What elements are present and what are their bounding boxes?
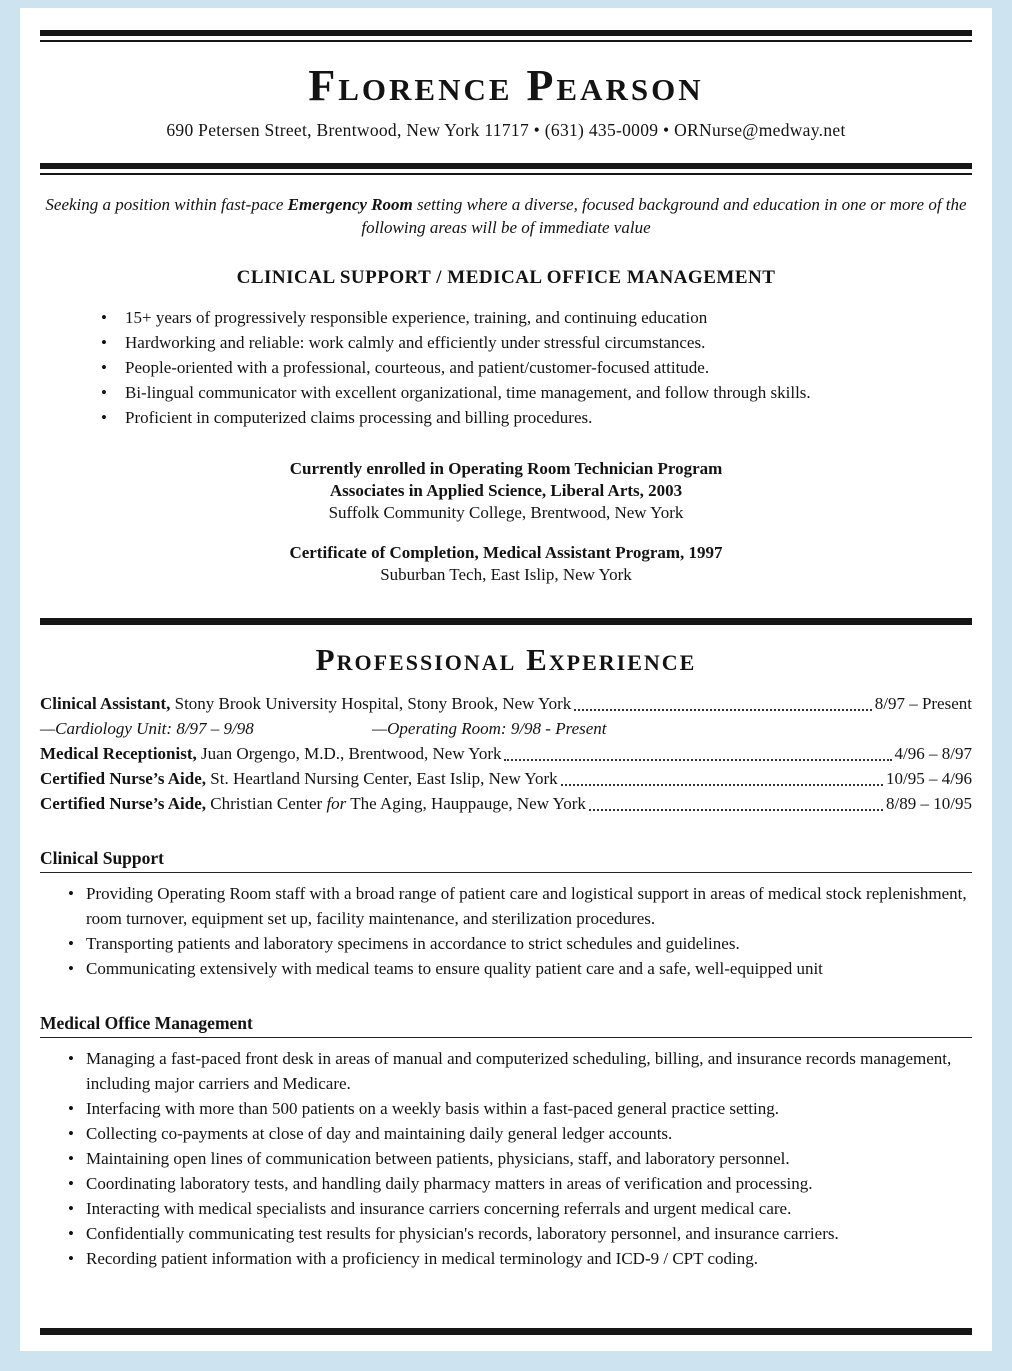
contact-line: 690 Petersen Street, Brentwood, New York 11717 • (631) 435-0009 • ORNurse@medway.net [166,120,846,140]
section-bullet: • Confidentially communicating test results for physician's records, laboratory personnel, and insurance carriers. [68,1221,972,1246]
dot-leader [574,709,871,711]
dot-leader [561,784,883,786]
job-org: Stony Brook University Hospital, Stony Brook, New York [170,694,572,713]
subunit-operating-room: —Operating Room: 9/98 - Present [372,719,607,738]
section-bullet: • Recording patient information with a proficiency in medical terminology and ICD-9 / CPT coding. [68,1246,972,1271]
resume-page [20,8,992,1351]
section-clinical-support [40,848,972,981]
section-divider-bar [40,618,972,625]
rule-thin [40,40,972,42]
objective-prefix: Seeking a position within fast-pace [45,195,288,214]
job-org: Christian Center [206,794,327,813]
job-title: Certified Nurse’s Aide, [40,794,207,813]
objective-statement [41,193,971,239]
experience-list [40,691,972,816]
education-block [40,458,972,586]
header-double-rule [40,163,972,175]
dot-leader [504,759,891,761]
summary-bullet: • People-oriented with a professional, courteous, and patient/customer-focused attitude. [95,355,972,380]
job-org: Juan Orgengo, M.D., Brentwood, New York [196,744,502,763]
experience-row [40,691,972,716]
summary-bullet: • 15+ years of progressively responsible experience, training, and continuing education [95,305,972,330]
bottom-rule-bar [40,1328,972,1335]
section-bullet: • Providing Operating Room staff with a broad range of patient care and logistical support in areas of medical stock replenishment, room turnover, equipment set up, facility maintenance, and sterilization procedures. [68,881,972,931]
job-dates: 8/97 – Present [874,694,972,713]
summary-bullet: • Bi-lingual communicator with excellent organizational, time management, and follow through skills. [95,380,972,405]
summary-bullet: • Proficient in computerized claims processing and billing procedures. [95,405,972,430]
summary-bullet-list [40,305,972,430]
medical-office-bullet-list [40,1046,972,1271]
job-dates: 10/95 – 4/96 [886,769,972,788]
education-certificate: Certificate of Completion, Medical Assistant Program, 1997 [289,543,723,562]
experience-row [40,791,972,816]
job-title: Certified Nurse’s Aide, [40,769,207,788]
rule-thick [40,30,972,36]
education-school: Suffolk Community College, Brentwood, New York [328,503,684,522]
job-title: Clinical Assistant, [40,694,171,713]
job-org: St. Heartland Nursing Center, East Islip, New York [206,769,558,788]
job-org: The Aging, Hauppauge, New York [346,794,586,813]
objective-emphasis: Emergency Room [287,195,413,214]
clinical-support-bullet-list [40,881,972,981]
subunit-cardiology: —Cardiology Unit: 8/97 – 9/98 [40,719,254,738]
education-degree: Associates in Applied Science, Liberal Arts, 2003 [329,481,683,500]
dot-leader [589,809,883,811]
section-bullet: • Collecting co-payments at close of day and maintaining daily general ledger accounts. [68,1121,972,1146]
section-bullet: • Communicating extensively with medical teams to ensure quality patient care and a safe, well-equipped unit [68,956,972,981]
section-heading-medical-office-management: Medical Office Management [40,1013,972,1038]
experience-row [40,766,972,791]
section-medical-office-management [40,1013,972,1271]
section-bullet: • Interfacing with more than 500 patients on a weekly basis within a fast-paced general practice setting. [68,1096,972,1121]
resume-name: Florence Pearson [308,61,704,110]
job-dates: 8/89 – 10/95 [886,794,972,813]
section-bullet: • Managing a fast-paced front desk in areas of manual and computerized scheduling, billing, and insurance records management, including major carriers and Medicare. [68,1046,972,1096]
rule-thin [40,173,972,175]
section-bullet: • Maintaining open lines of communication between patients, physicians, staff, and laboratory personnel. [68,1146,972,1171]
top-double-rule [40,30,972,42]
education-certificate-school: Suburban Tech, East Islip, New York [380,565,632,584]
objective-suffix: setting where a diverse, focused background and education in one or more of the following areas will be of immediate value [361,195,967,237]
section-heading-clinical-support: Clinical Support [40,848,972,873]
experience-subline [40,716,972,741]
job-title: Medical Receptionist, [40,744,197,763]
experience-heading: Professional Experience [315,642,697,677]
summary-heading: CLINICAL SUPPORT / MEDICAL OFFICE MANAGEMENT [236,267,776,288]
summary-bullet: • Hardworking and reliable: work calmly and efficiently under stressful circumstances. [95,330,972,355]
section-bullet: • Transporting patients and laboratory specimens in accordance to strict schedules and guidelines. [68,931,972,956]
section-bullet: • Interacting with medical specialists and insurance carriers concerning referrals and urgent medical care. [68,1196,972,1221]
section-bullet: • Coordinating laboratory tests, and handling daily pharmacy matters in areas of verification and processing. [68,1171,972,1196]
job-dates: 4/96 – 8/97 [894,744,972,763]
job-org-italic-word: for [326,794,347,813]
experience-row [40,741,972,766]
rule-thick [40,163,972,169]
education-program: Currently enrolled in Operating Room Technician Program [289,459,723,478]
